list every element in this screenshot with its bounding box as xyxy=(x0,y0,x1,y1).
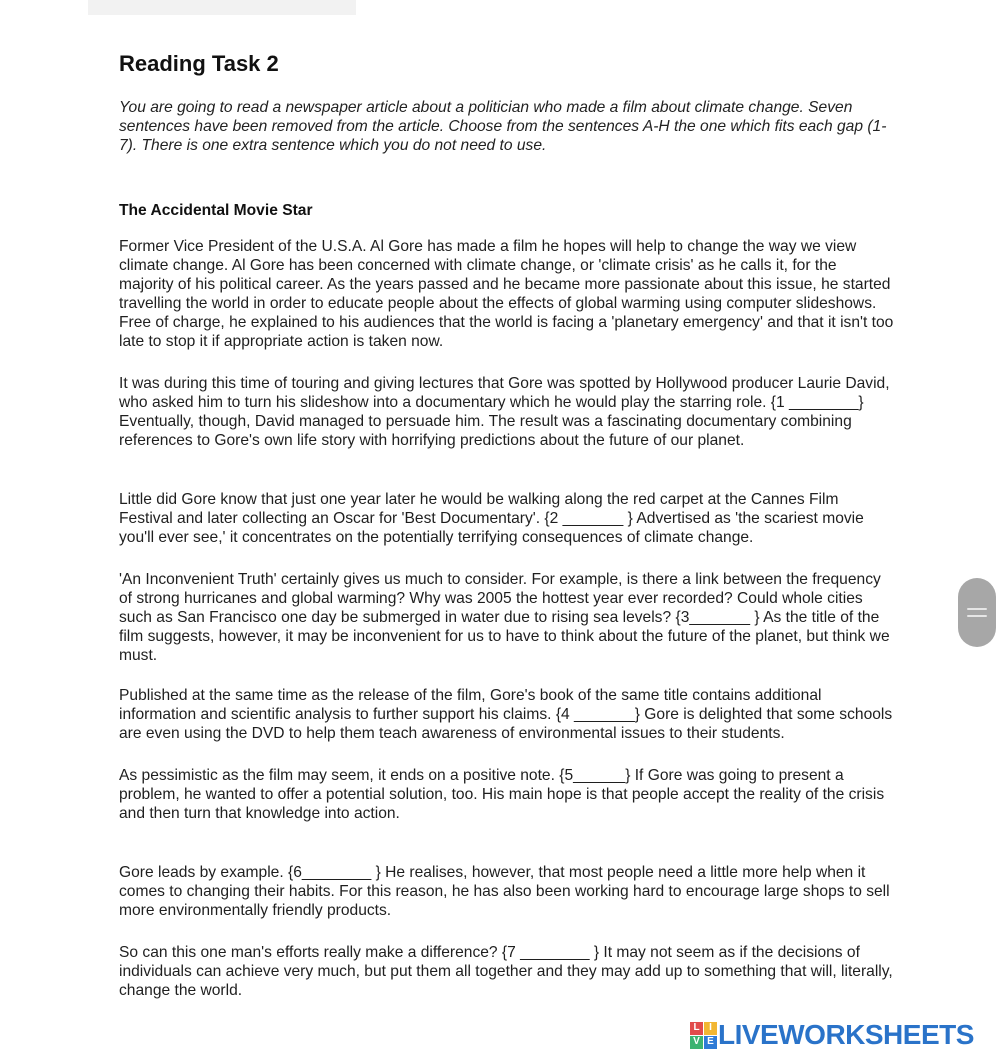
logo-tile-i: I xyxy=(704,1022,717,1035)
article-paragraph-4: 'An Inconvenient Truth' certainly gives us much to consider. For example, is there a link between the frequency of strong hurricanes and global warming? Why was 2005 the hottest year ever recorded? Could whole cities such as San Francisco one day be submerged in water due to rising sea levels? {3_______ } As the title of the film suggests, however, it may be inconvenient for us to have to think about the future of the planet, but think we must. xyxy=(119,571,890,664)
liveworksheets-logo xyxy=(690,1018,974,1052)
article-title: The Accidental Movie Star xyxy=(119,202,313,219)
article-paragraph-2: It was during this time of touring and giving lectures that Gore was spotted by Hollywood producer Laurie David, who asked him to turn his slideshow into a documentary which he would play the starring role. {1 ________} Eventually, though, David managed to persuade him. The result was a fascinating documentary combining references to Gore's own life story with horrifying predictions about the future of our planet. xyxy=(119,375,890,449)
scroll-drag-handle[interactable] xyxy=(958,578,996,647)
logo-tile-l: L xyxy=(690,1022,703,1035)
article-paragraph-7: Gore leads by example. {6________ } He realises, however, that most people need a little more help when it comes to changing their habits. For this reason, he has also been working hard to encourage large shops to sell more environmentally friendly products. xyxy=(119,864,890,919)
top-strip xyxy=(88,0,356,15)
article-paragraph-3: Little did Gore know that just one year later he would be walking along the red carpet at the Cannes Film Festival and later collecting an Oscar for 'Best Documentary'. {2 _______ } Advertised as 'the scariest movie you'll ever see,' it concentrates on the potentially terrifying consequences of climate change. xyxy=(119,491,864,546)
page-title: Reading Task 2 xyxy=(119,51,279,76)
article-paragraph-1: Former Vice President of the U.S.A. Al Gore has made a film he hopes will help to change the way we view climate change. Al Gore has been concerned with climate change, or 'climate crisis' as he calls it, for the majority of his political career. As the years passed and he became more passionate about this issue, he started travelling the world in order to educate people about the effects of global warming using computer slideshows. Free of charge, he explained to his audiences that the world is facing a 'planetary emergency' and that it isn't too late to stop it if appropriate action is taken now. xyxy=(119,238,894,350)
article-paragraph-5: Published at the same time as the release of the film, Gore's book of the same title contains additional information and scientific analysis to further support his claims. {4 _______} Gore is delighted that some schools are even using the DVD to help them teach awareness of environmental issues to their students. xyxy=(119,687,893,742)
logo-tile-v: V xyxy=(690,1036,703,1049)
logo-tile-e: E xyxy=(704,1036,717,1049)
drag-handle-icon xyxy=(967,608,987,610)
task-instructions: You are going to read a newspaper article about a politician who made a film about climate change. Seven sentences have been removed from the article. Choose from the sentences A-H the one which fits each gap (1-7). There is one extra sentence which you do not need to use. xyxy=(119,99,887,154)
article-paragraph-6: As pessimistic as the film may seem, it ends on a positive note. {5______} If Gore was going to present a problem, he wanted to offer a potential solution, too. His main hope is that people accept the reality of the crisis and then turn that knowledge into action. xyxy=(119,767,885,822)
article-paragraph-8: So can this one man's efforts really make a difference? {7 ________ } It may not seem as if the decisions of individuals can achieve very much, but put them all together and they may add up to something that will, literally, change the world. xyxy=(119,944,893,999)
brand-logo-icon xyxy=(690,1022,717,1049)
brand-name: LIVEWORKSHEETS xyxy=(718,1019,974,1050)
drag-handle-icon-line xyxy=(967,615,987,617)
